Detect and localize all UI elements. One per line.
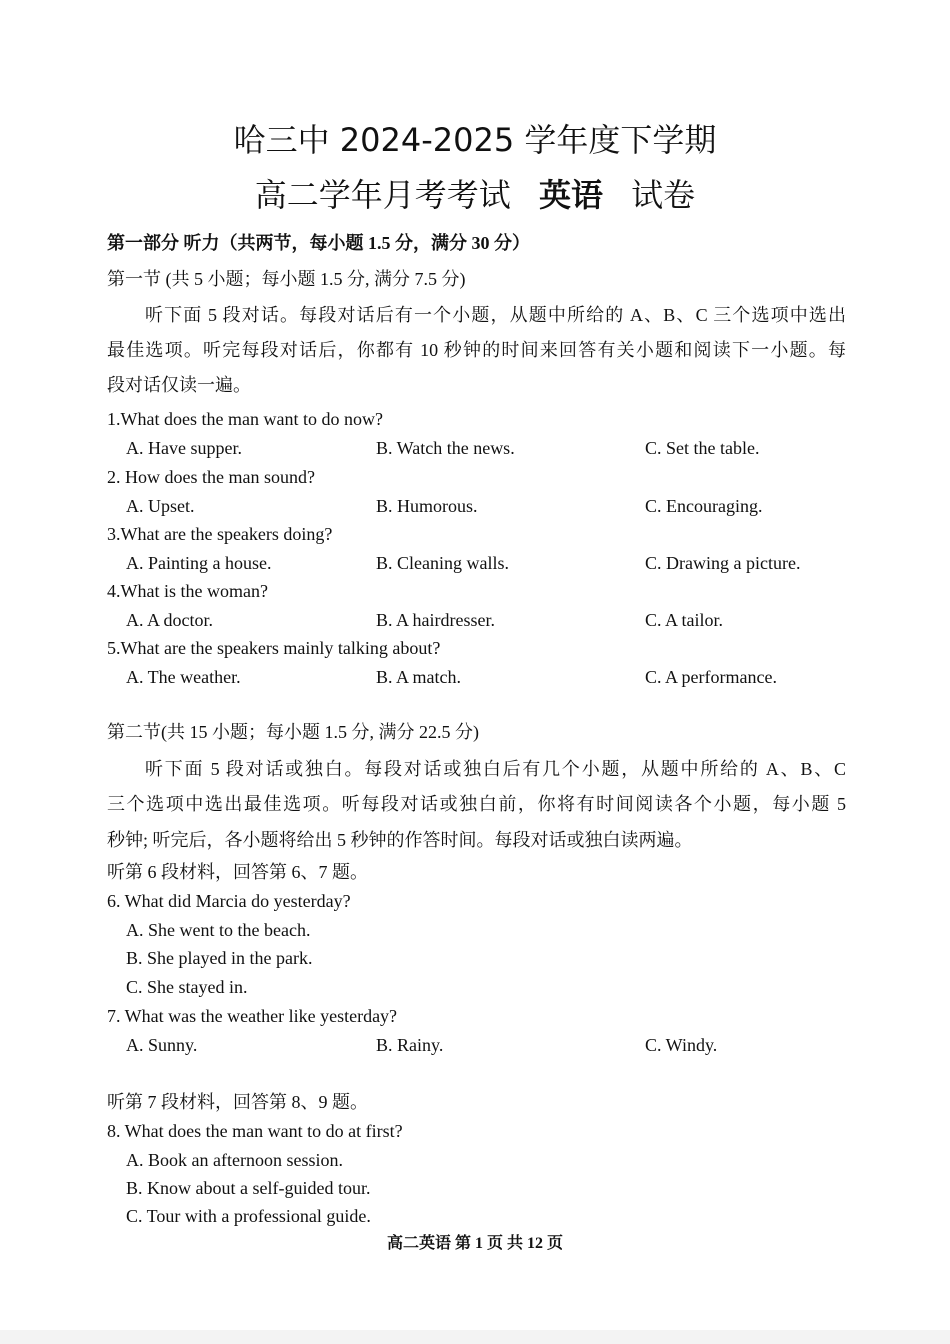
question-6-option-b: B. She played in the park. [126,948,313,968]
question-8: 8. What does the man want to do at first? [107,1121,403,1141]
question-2: 2. How does the man sound? [107,467,315,487]
material-6-label: 听第 6 段材料，回答第 6、7 题。 [107,862,368,882]
section1-instructions-line: 段对话仅读一遍。 [107,375,251,395]
question-8-option-a: A. Book an afternoon session. [126,1150,343,1170]
question-3: 3.What are the speakers doing? [107,524,333,544]
section1-heading: 第一节 (共 5 小题；每小题 1.5 分, 满分 7.5 分) [107,269,466,289]
question-4-option-b: B. A hairdresser. [376,610,495,630]
exam-title-subject: 英语 [538,176,603,214]
question-4-option-c: C. A tailor. [645,610,724,630]
exam-title-line1: 哈三中 2024-2025 学年度下学期 [233,121,717,159]
question-7-option-c: C. Windy. [645,1035,718,1055]
question-4: 4.What is the woman? [107,581,268,601]
question-8-option-b: B. Know about a self-guided tour. [126,1178,371,1198]
section2-heading: 第二节(共 15 小题；每小题 1.5 分, 满分 22.5 分) [107,722,479,742]
question-1: 1.What does the man want to do now? [107,409,383,429]
material-7-label: 听第 7 段材料，回答第 8、9 题。 [107,1092,368,1112]
question-6-option-c: C. She stayed in. [126,977,248,997]
page-footer: 高二英语 第 1 页 共 12 页 [386,1235,563,1252]
question-2-option-c: C. Encouraging. [645,496,763,516]
question-1-option-a: A. Have supper. [126,438,242,458]
question-6: 6. What did Marcia do yesterday? [107,891,351,911]
exam-title-grade: 高二学年月考考试 [254,176,511,214]
question-1-option-c: C. Set the table. [645,438,760,458]
exam-title-line2 [0,175,950,215]
question-5: 5.What are the speakers mainly talking about? [107,638,441,658]
question-3-option-b: B. Cleaning walls. [376,553,509,573]
section1-instructions-line: 听下面 5 段对话。每段对话后有一个小题，从题中所给的 A、B、C 三个选项中选出 [145,305,846,325]
section2-instructions-line: 秒钟; 听完后，各小题将给出 5 秒钟的作答时间。每段对话或独白读两遍。 [107,830,693,850]
question-7-option-b: B. Rainy. [376,1035,444,1055]
section2-instructions-line: 三个选项中选出最佳选项。听每段对话或独白前，你将有时间阅读各个小题，每小题 5 [107,794,846,814]
part1-heading: 第一部分 听力（共两节，每小题 1.5 分，满分 30 分） [107,233,530,253]
question-5-option-a: A. The weather. [126,667,241,687]
section1-instructions-line: 最佳选项。听完每段对话后，你都有 10 秒钟的时间来回答有关小题和阅读下一小题。每 [107,340,846,360]
exam-title-suffix: 试卷 [631,176,696,214]
question-3-option-a: A. Painting a house. [126,553,272,573]
question-3-option-c: C. Drawing a picture. [645,553,801,573]
section2-instructions-line: 听下面 5 段对话或独白。每段对话或独白后有几个小题，从题中所给的 A、B、C [145,759,846,779]
question-6-option-a: A. She went to the beach. [126,920,311,940]
question-2-option-b: B. Humorous. [376,496,478,516]
question-2-option-a: A. Upset. [126,496,195,516]
question-7: 7. What was the weather like yesterday? [107,1006,398,1026]
question-7-option-a: A. Sunny. [126,1035,198,1055]
question-5-option-b: B. A match. [376,667,461,687]
question-1-option-b: B. Watch the news. [376,438,515,458]
question-4-option-a: A. A doctor. [126,610,214,630]
question-5-option-c: C. A performance. [645,667,777,687]
question-8-option-c: C. Tour with a professional guide. [126,1206,371,1226]
page-bottom-edge [0,1330,950,1344]
